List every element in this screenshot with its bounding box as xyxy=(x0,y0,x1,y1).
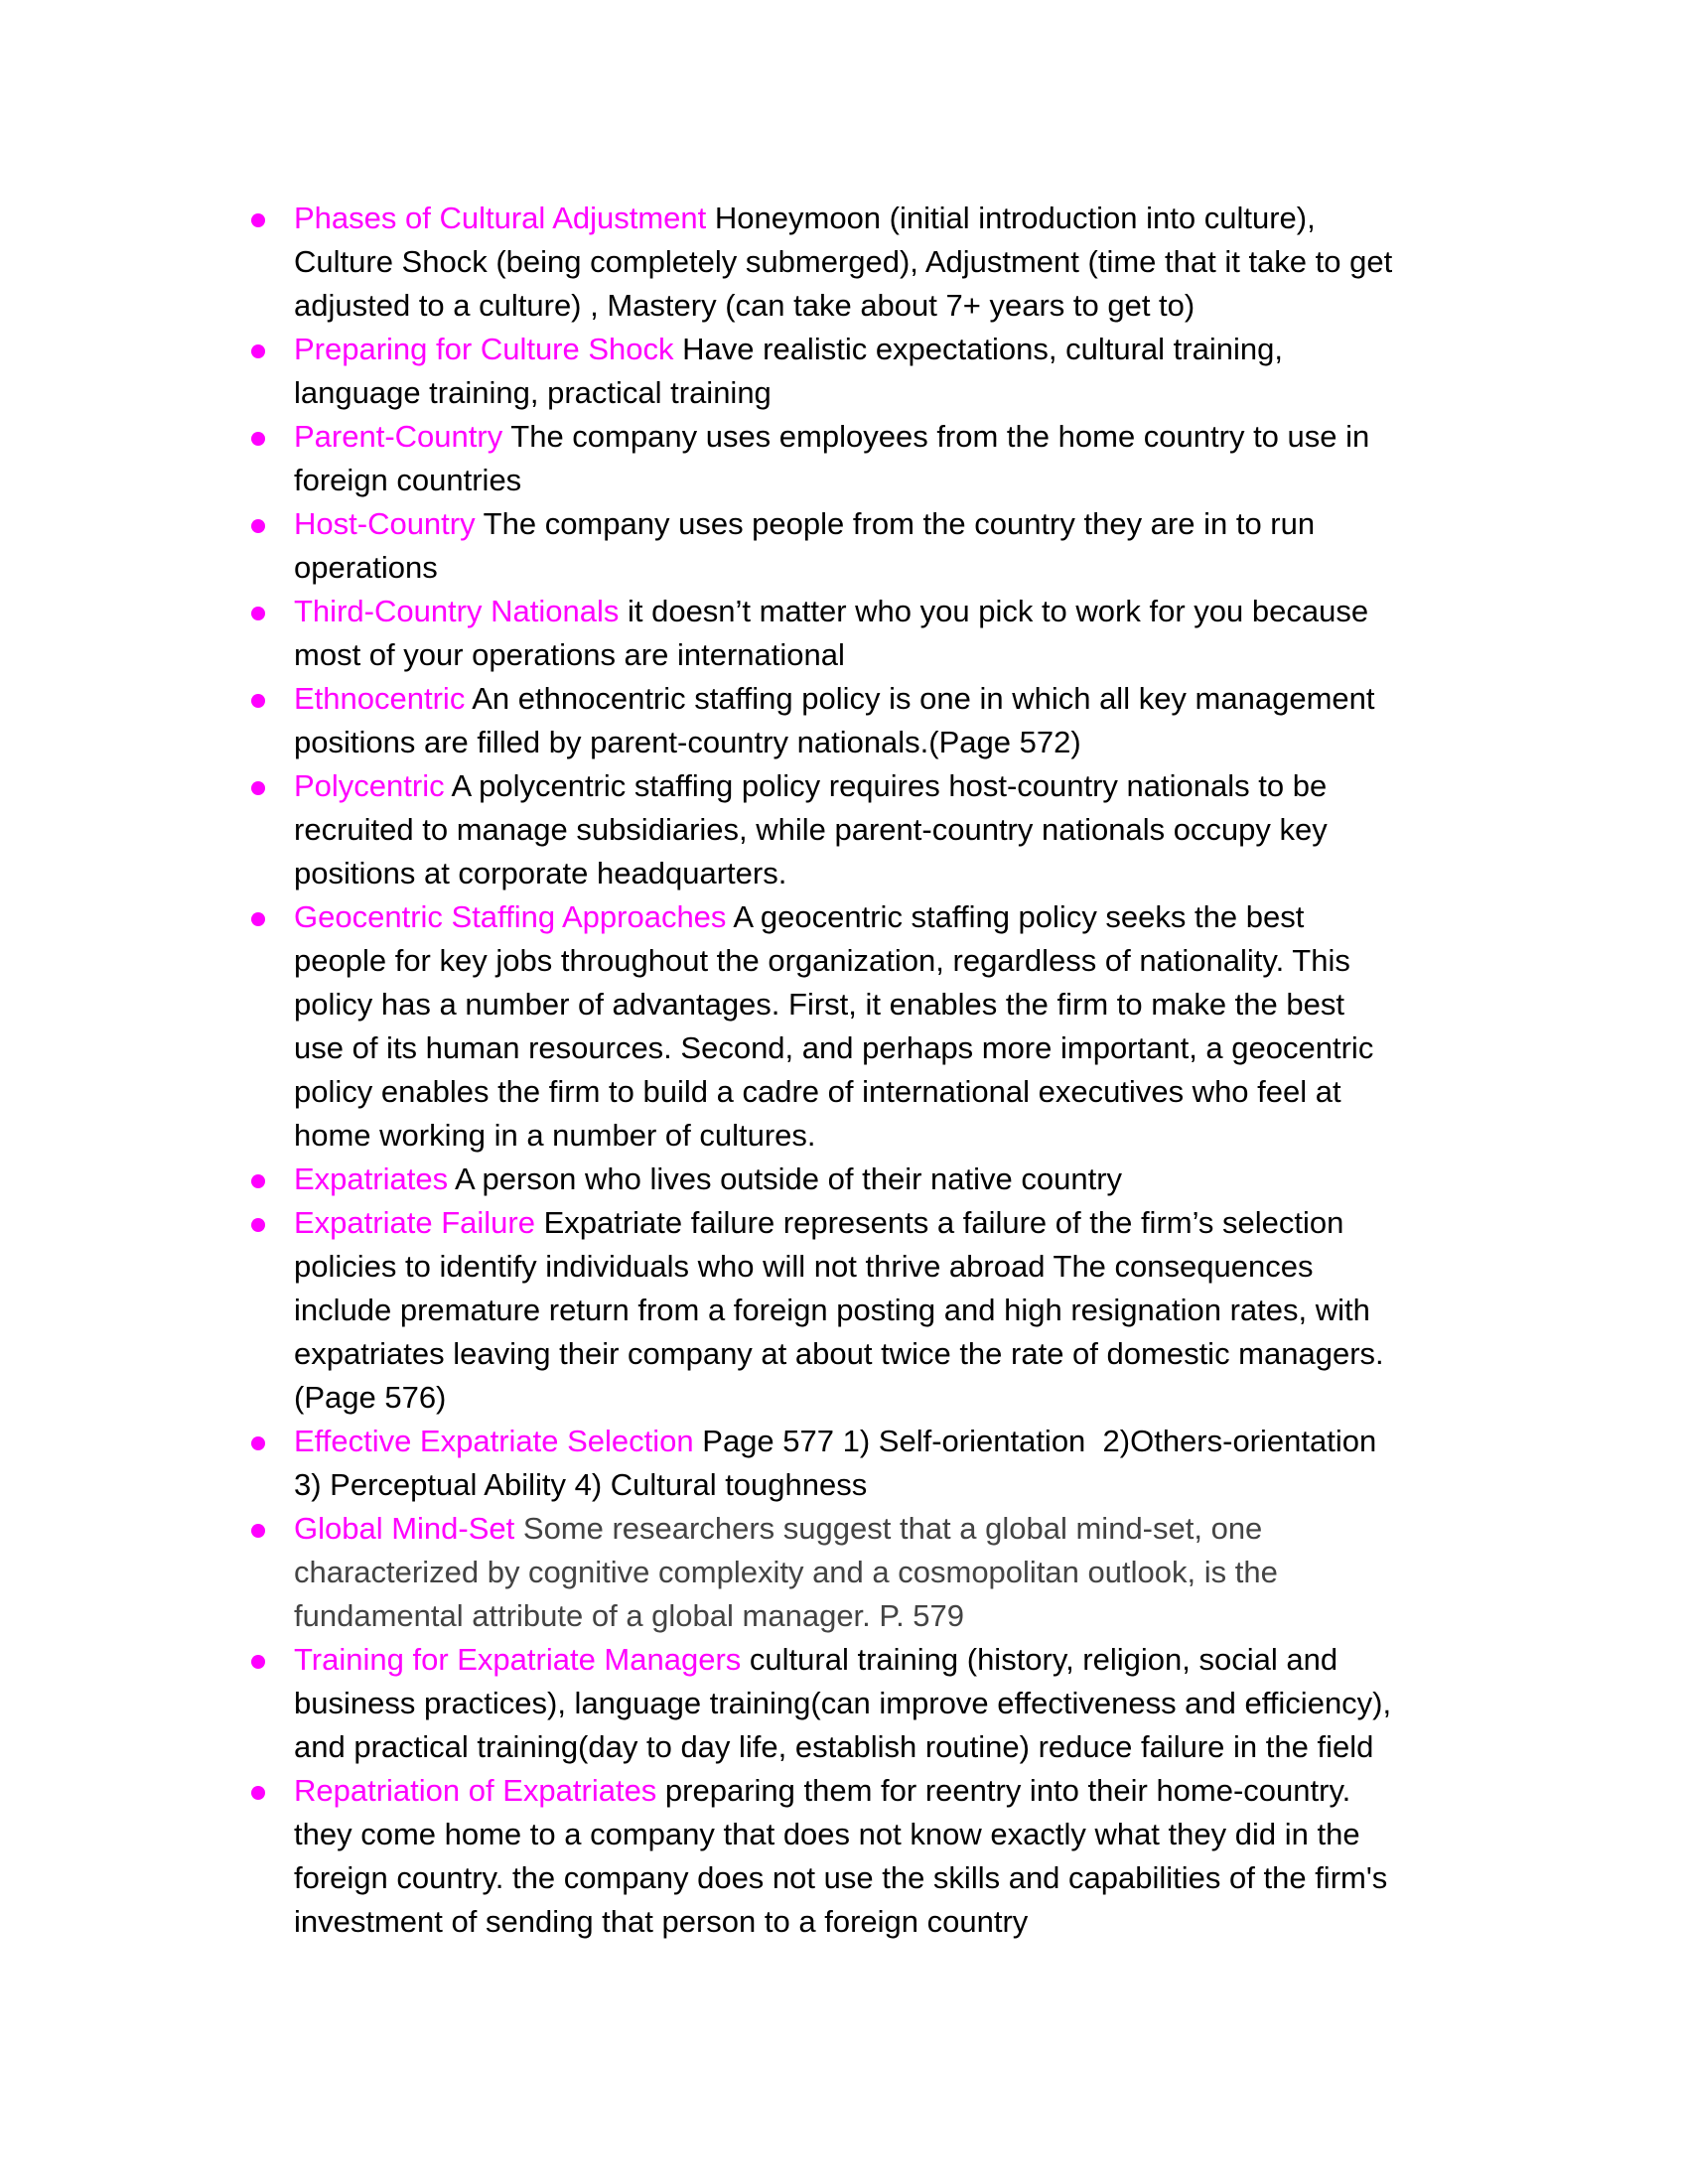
bullet-icon xyxy=(251,432,265,446)
definition-text: policy enables the firm to build a cadre of international executives who feel at xyxy=(294,1074,1341,1109)
term-label: Training for Expatriate Managers xyxy=(294,1642,742,1677)
definition-text: An ethnocentric staffing policy is one in which all key management xyxy=(465,681,1375,716)
term-label: Polycentric xyxy=(294,768,445,803)
term-label: Effective Expatriate Selection xyxy=(294,1424,694,1458)
item-continuation-line xyxy=(294,939,1350,983)
definition-text: most of your operations are international xyxy=(294,637,845,672)
item-continuation-line xyxy=(294,983,1344,1026)
item-first-line xyxy=(294,590,1368,633)
bullet-icon xyxy=(251,607,265,620)
item-continuation-line xyxy=(294,808,1328,852)
definition-text: use of its human resources. Second, and perhaps more important, a geocentric xyxy=(294,1030,1374,1065)
definition-text: expatriates leaving their company at about twice the rate of domestic managers. xyxy=(294,1336,1384,1371)
bullet-icon xyxy=(251,1655,265,1669)
definition-text: 3) Perceptual Ability 4) Cultural toughness xyxy=(294,1467,868,1502)
definition-text: positions at corporate headquarters. xyxy=(294,856,787,890)
item-first-line xyxy=(294,328,1283,371)
definition-text: Have realistic expectations, cultural training, xyxy=(673,332,1283,366)
definition-text: Expatriate failure represents a failure of the firm’s selection xyxy=(534,1205,1344,1240)
term-label: Phases of Cultural Adjustment xyxy=(294,201,707,235)
item-first-line xyxy=(294,1638,1337,1682)
definition-text: people for key jobs throughout the organization, regardless of nationality. This xyxy=(294,943,1350,978)
definition-text: characterized by cognitive complexity and a cosmopolitan outlook, is the xyxy=(294,1555,1278,1589)
definition-text: Some researchers suggest that a global mind-set, one xyxy=(514,1511,1263,1546)
definition-text: language training, practical training xyxy=(294,375,772,410)
definition-text: preparing them for reentry into their home-country. xyxy=(656,1773,1351,1808)
term-label: Ethnocentric xyxy=(294,681,466,716)
definition-text: cultural training (history, religion, social and xyxy=(741,1642,1338,1677)
bullet-icon xyxy=(251,1524,265,1538)
item-continuation-line xyxy=(294,1813,1360,1856)
item-continuation-line xyxy=(294,1725,1373,1769)
item-continuation-line xyxy=(294,284,1195,328)
item-continuation-line xyxy=(294,1551,1278,1594)
bullet-icon xyxy=(251,694,265,708)
definition-text: recruited to manage subsidiaries, while parent-country nationals occupy key xyxy=(294,812,1328,847)
item-continuation-line xyxy=(294,1594,964,1638)
item-continuation-line xyxy=(294,721,1081,764)
item-first-line xyxy=(294,1158,1122,1201)
item-first-line xyxy=(294,895,1304,939)
definition-text: The company uses employees from the home country to use in xyxy=(502,419,1370,454)
definition-text: foreign country. the company does not use the skills and capabilities of the firm's xyxy=(294,1860,1388,1895)
item-continuation-line xyxy=(294,546,438,590)
term-label: Geocentric Staffing Approaches xyxy=(294,899,727,934)
term-label: Repatriation of Expatriates xyxy=(294,1773,657,1808)
term-label: Expatriates xyxy=(294,1161,449,1196)
bullet-icon xyxy=(251,781,265,795)
definition-text: home working in a number of cultures. xyxy=(294,1118,816,1153)
definition-text: investment of sending that person to a foreign country xyxy=(294,1904,1029,1939)
item-continuation-line xyxy=(294,459,521,502)
bullet-icon xyxy=(251,1218,265,1232)
definition-text: (Page 576) xyxy=(294,1380,447,1415)
item-continuation-line xyxy=(294,1332,1384,1376)
definition-text: A person who lives outside of their native country xyxy=(448,1161,1123,1196)
item-continuation-line xyxy=(294,240,1392,284)
definition-text: Honeymoon (initial introduction into culture), xyxy=(706,201,1316,235)
item-first-line xyxy=(294,415,1369,459)
definition-text: it doesn’t matter who you pick to work for you because xyxy=(619,594,1369,628)
bullet-icon xyxy=(251,519,265,533)
definition-text: operations xyxy=(294,550,438,585)
item-continuation-line xyxy=(294,852,786,895)
definition-text: Culture Shock (being completely submerged), Adjustment (time that it take to get xyxy=(294,244,1393,279)
definition-text: include premature return from a foreign posting and high resignation rates, with xyxy=(294,1293,1370,1327)
definition-text: and practical training(day to day life, establish routine) reduce failure in the field xyxy=(294,1729,1374,1764)
definition-text: fundamental attribute of a global manager. P. 579 xyxy=(294,1598,965,1633)
item-first-line xyxy=(294,1507,1262,1551)
term-label: Expatriate Failure xyxy=(294,1205,535,1240)
term-label: Host-Country xyxy=(294,506,476,541)
item-continuation-line xyxy=(294,1289,1370,1332)
term-label: Third-Country Nationals xyxy=(294,594,620,628)
bullet-icon xyxy=(251,1436,265,1450)
definition-text: policies to identify individuals who will not thrive abroad The consequences xyxy=(294,1249,1314,1284)
item-first-line xyxy=(294,502,1315,546)
definition-text: The company uses people from the country they are in to run xyxy=(475,506,1316,541)
item-first-line xyxy=(294,1769,1350,1813)
bullet-icon xyxy=(251,1786,265,1800)
definition-text: A geocentric staffing policy seeks the best xyxy=(726,899,1305,934)
item-first-line xyxy=(294,197,1316,240)
definition-text: A polycentric staffing policy requires host-country nationals to be xyxy=(444,768,1328,803)
item-continuation-line xyxy=(294,1245,1313,1289)
definition-text: they come home to a company that does not know exactly what they did in the xyxy=(294,1817,1360,1851)
item-first-line xyxy=(294,1201,1343,1245)
definition-text: Page 577 1) Self-orientation 2)Others-orientation xyxy=(693,1424,1377,1458)
item-continuation-line xyxy=(294,633,845,677)
definition-text: positions are filled by parent-country nationals.(Page 572) xyxy=(294,725,1081,759)
item-first-line xyxy=(294,764,1327,808)
item-first-line xyxy=(294,1420,1376,1463)
bullet-icon xyxy=(251,1174,265,1188)
item-continuation-line xyxy=(294,371,772,415)
item-continuation-line xyxy=(294,1026,1373,1070)
item-first-line xyxy=(294,677,1375,721)
bullet-icon xyxy=(251,213,265,227)
item-continuation-line xyxy=(294,1856,1387,1900)
item-continuation-line xyxy=(294,1463,867,1507)
item-continuation-line xyxy=(294,1114,816,1158)
definition-text: adjusted to a culture) , Mastery (can take about 7+ years to get to) xyxy=(294,288,1196,323)
item-continuation-line xyxy=(294,1682,1391,1725)
bullet-icon xyxy=(251,344,265,358)
definition-text: business practices), language training(can improve effectiveness and efficiency), xyxy=(294,1686,1392,1720)
term-label: Parent-Country xyxy=(294,419,503,454)
bullet-icon xyxy=(251,912,265,926)
definition-text: foreign countries xyxy=(294,463,522,497)
item-continuation-line xyxy=(294,1070,1341,1114)
item-continuation-line xyxy=(294,1376,446,1420)
term-label: Global Mind-Set xyxy=(294,1511,515,1546)
term-label: Preparing for Culture Shock xyxy=(294,332,674,366)
definition-text: policy has a number of advantages. First, it enables the firm to make the best xyxy=(294,987,1344,1022)
item-continuation-line xyxy=(294,1900,1028,1944)
